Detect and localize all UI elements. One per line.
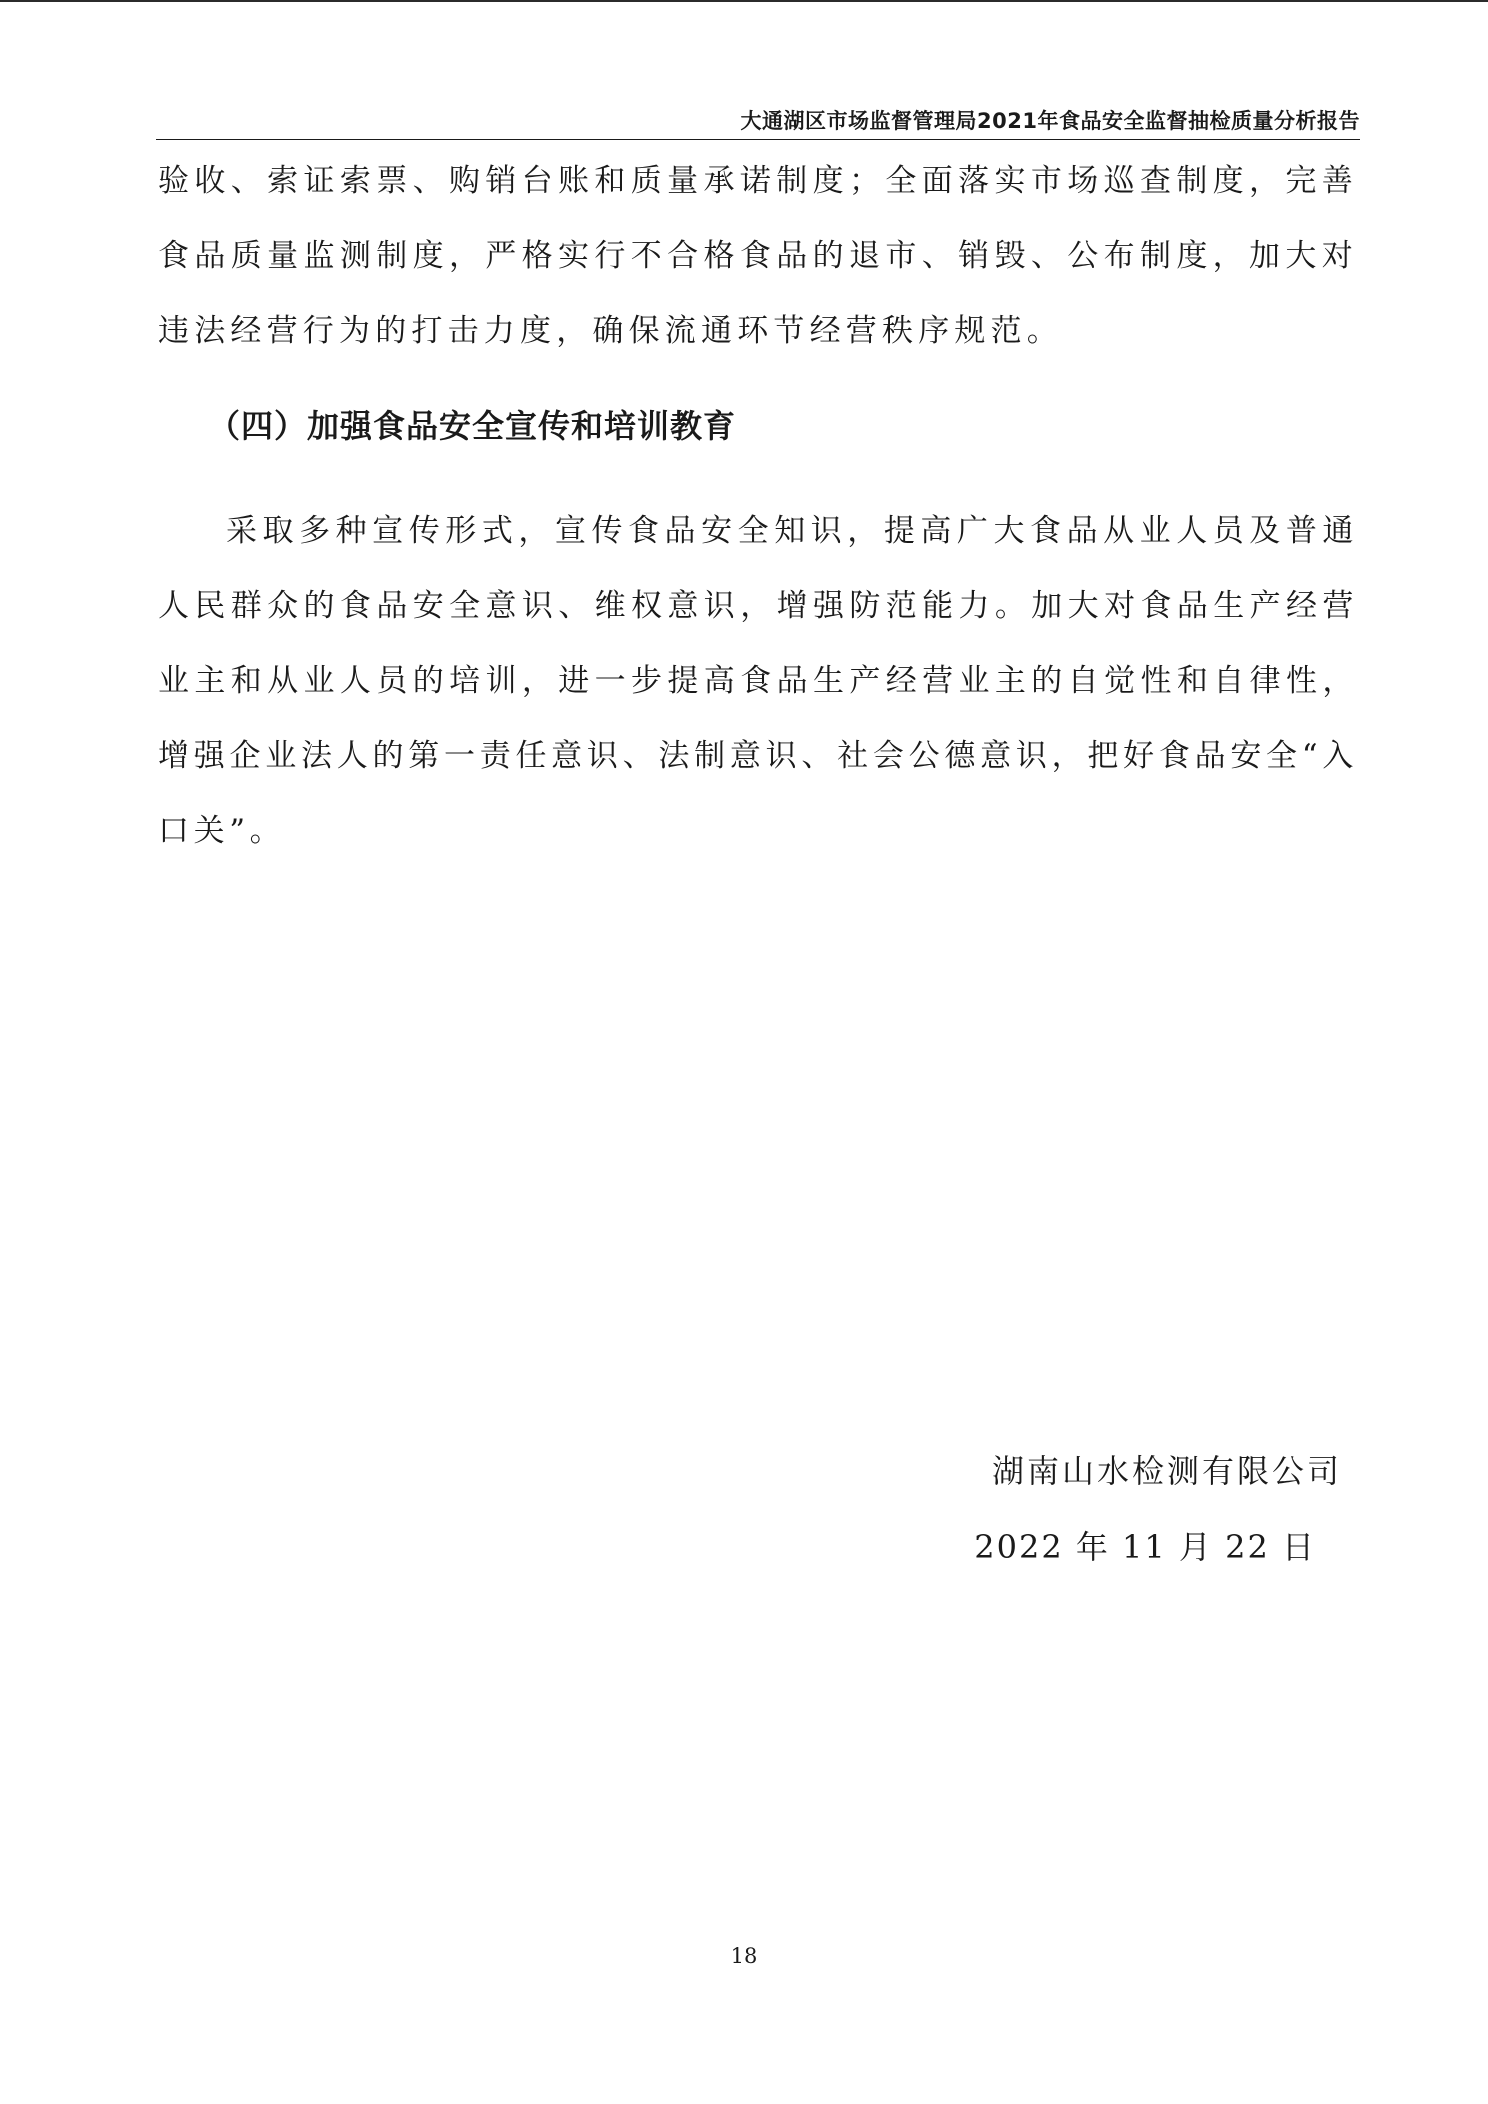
page-top-border	[0, 0, 1488, 2]
section-paragraph: 采取多种宣传形式，宣传食品安全知识，提高广大食品从业人员及普通人民群众的食品安全意识、维权意识，增强防范能力。加大对食品生产经营业主和从业人员的培训，进一步提高食品生产经营业主的自觉性和自律性，增强企业法人的第一责任意识、法制意识、社会公德意识，把好食品安全“入口关”。	[158, 513, 1358, 849]
header-divider	[156, 139, 1360, 140]
section-heading: （四）加强食品安全宣传和培训教育	[208, 407, 737, 445]
signature-date: 2022 年 11 月 22 日	[974, 1528, 1316, 1566]
page-number: 18	[730, 1944, 758, 1968]
continued-paragraph: 验收、索证索票、购销台账和质量承诺制度；全面落实市场巡查制度，完善食品质量监测制度，严格实行不合格食品的退市、销毁、公布制度，加大对违法经营行为的打击力度，确保流通环节经营秩序规范。	[158, 163, 1358, 349]
signature-company: 湖南山水检测有限公司	[991, 1452, 1342, 1490]
running-header: 大通湖区市场监督管理局2021年食品安全监督抽检质量分析报告	[740, 109, 1360, 133]
